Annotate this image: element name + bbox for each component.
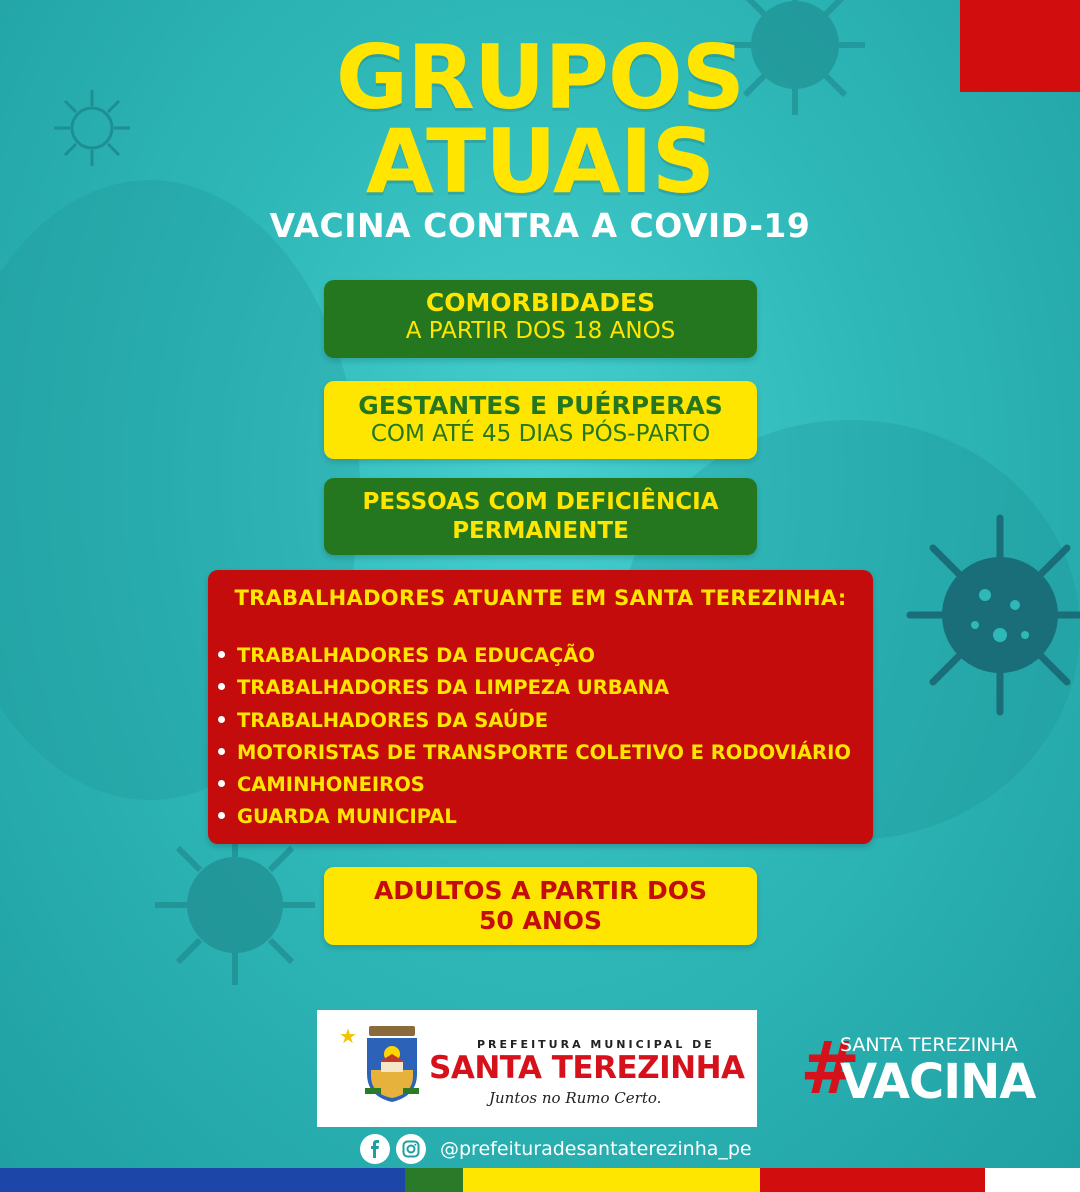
list-item [218,737,851,769]
list-item-label: GUARDA MUNICIPAL [237,805,457,829]
group-detail: COM ATÉ 45 DIAS PÓS-PARTO [370,421,711,447]
workers-list [218,640,851,834]
logo-small-text: PREFEITURA MUNICIPAL DE [477,1038,715,1051]
group-comorbidades [324,280,757,358]
star-icon: ★ [339,1024,357,1048]
list-item [218,769,851,801]
bullet-icon [218,748,225,755]
group-heading: PESSOAS COM DEFICIÊNCIA [362,489,719,515]
bullet-icon [218,683,225,690]
group-heading: ADULTOS A PARTIR DOS [373,876,708,905]
subtitle: VACINA CONTRA A COVID-19 [269,206,811,245]
hashtag-logo [800,1026,1040,1110]
list-item-label: MOTORISTAS DE TRANSPORTE COLETIVO E RODOVIÁRIO [237,740,851,764]
stripe-white [985,1168,1080,1192]
list-item [218,640,851,672]
group-heading-2: PERMANENTE [452,518,629,544]
hashtag-main: VACINA [840,1054,1036,1110]
workers-heading: TRABALHADORES ATUANTE EM SANTA TEREZINHA: [234,586,847,610]
flag-stripes [0,1168,1080,1192]
virus-decoration-icon [150,820,320,990]
bullet-icon [218,780,225,787]
hashtag-top: SANTA TEREZINHA [840,1034,1018,1056]
facebook-icon[interactable] [360,1134,390,1164]
group-deficiencia [324,478,757,555]
hash-icon: # [800,1026,861,1110]
group-heading: COMORBIDADES [425,288,656,317]
bullet-icon [218,812,225,819]
stripe-red [760,1168,985,1192]
list-item [218,801,851,833]
bullet-icon [218,716,225,723]
prefeitura-logo [317,1010,757,1127]
group-heading: GESTANTES E PUÉRPERAS [358,391,723,420]
group-detail: A PARTIR DOS 18 ANOS [405,318,676,344]
social-handle[interactable]: @prefeituradesantaterezinha_pe [440,1138,752,1160]
group-heading-2: 50 ANOS [478,906,603,935]
group-gestantes [324,381,757,459]
virus-decoration-icon [905,510,1080,720]
social-row [360,1132,752,1166]
list-item [218,705,851,737]
workers-box [208,570,873,844]
list-item-label: CAMINHONEIROS [237,773,425,797]
logo-slogan: Juntos no Rumo Certo. [489,1089,662,1107]
crest-icon [361,1024,423,1104]
list-item-label: TRABALHADORES DA LIMPEZA URBANA [237,676,670,700]
bullet-icon [218,651,225,658]
title-line-2: ATUAIS [365,110,715,213]
stripe-yellow [463,1168,760,1192]
list-item [218,672,851,704]
stripe-green [405,1168,463,1192]
list-item-label: TRABALHADORES DA EDUCAÇÃO [237,644,595,667]
stripe-blue [0,1168,405,1192]
group-adultos [324,867,757,945]
logo-title: SANTA TEREZINHA [429,1050,745,1086]
instagram-icon[interactable] [396,1134,426,1164]
title-line-1: GRUPOS [335,26,745,129]
list-item-label: TRABALHADORES DA SAÚDE [237,708,549,732]
